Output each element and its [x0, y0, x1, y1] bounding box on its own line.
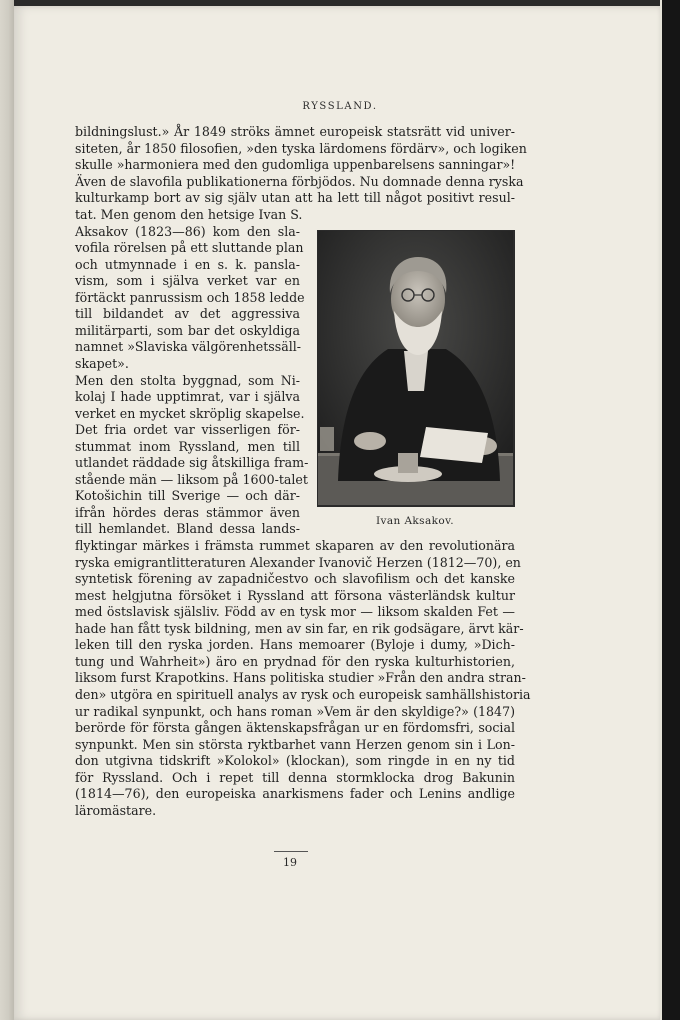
- text-line: Aksakov (1823—86) kom den sla-: [75, 223, 300, 239]
- text-line: hade han fått tysk bildning, men av sin far, en rik godsägare, ärvt kär-: [75, 620, 524, 636]
- text-line: berörde för första gången äktenskapsfrågan ur en fördomsfri, social: [75, 720, 515, 736]
- text-line: och utmynnade i en s. k. pansla-: [75, 256, 300, 272]
- text-line: den» utgöra en spirituell analys av rysk och europeisk samhällshistoria: [75, 686, 531, 702]
- text-line: Kotošichin till Sverige — och där-: [75, 488, 300, 504]
- text-line: liksom furst Krapotkins. Hans politiska studier »Från den andra stran-: [75, 670, 526, 686]
- text-line: kulturkamp bort av sig själv utan att ha lett till något positivt resul-: [75, 190, 515, 206]
- text-line: skapet».: [75, 355, 129, 371]
- page-number: 19: [283, 856, 297, 869]
- text-line: namnet »Slaviska välgörenhetssäll-: [75, 339, 302, 355]
- portrait-illustration: [318, 231, 513, 505]
- text-line: Även de slavofila publikationerna förbjödos. Nu domnade denna ryska: [75, 173, 524, 189]
- text-line: stående män — liksom på 1600-talet: [75, 471, 308, 487]
- text-line: tung und Wahrheit») äro en prydnad för den ryska kulturhistorien,: [75, 653, 515, 669]
- text-line: bildningslust.» År 1849 ströks ämnet europeisk statsrätt vid univer-: [75, 124, 515, 139]
- text-line: (1814—76), den europeiska anarkismens fader och Lenins andlige: [75, 786, 515, 802]
- text-line: leken till den ryska jorden. Hans memoarer (Byloje i dumy, »Dich-: [75, 637, 515, 653]
- text-line: Det fria ordet var visserligen för-: [75, 422, 300, 438]
- text-line: vism, som i själva verket var en: [75, 273, 300, 289]
- text-line: till hemlandet. Bland dessa lands-: [75, 521, 300, 537]
- text-line: Men den stolta byggnad, som Ni-: [75, 372, 300, 388]
- text-line: stummat inom Ryssland, men till: [75, 438, 300, 454]
- text-line: utlandet räddade sig åtskilliga fram-: [75, 455, 309, 471]
- text-line: don utgivna tidskrift »Kolokol» (klockan), som ringde in en ny tid: [75, 753, 515, 769]
- text-line: med östslavisk själsliv. Född av en tysk mor — liksom skalden Fet —: [75, 604, 515, 620]
- running-head: RYSSLAND.: [302, 101, 378, 112]
- text-line: syntetisk förening av zapadničestvo och slavofilism och det kanske: [75, 571, 515, 587]
- text-line: ryska emigrantlitteraturen Alexander Ivanovič Herzen (1812—70), en: [75, 554, 521, 570]
- text-line: flyktingar märkes i främsta rummet skaparen av den revolutionära: [75, 538, 515, 553]
- text-line: tat. Men genom den hetsige Ivan S.: [75, 207, 303, 222]
- figure-caption: Ivan Aksakov.: [376, 515, 454, 527]
- page-number-rule: [274, 851, 308, 852]
- text-line: mest helgjutna försöket i Ryssland att försona västerländsk kultur: [75, 587, 515, 603]
- text-line: synpunkt. Men sin största ryktbarhet vann Herzen genom sin i Lon-: [75, 736, 515, 752]
- text-line: siteten, år 1850 filosofien, »den tyska lärdomens fördärv», och logiken: [75, 140, 527, 156]
- text-line: förtäckt panrussism och 1858 ledde: [75, 289, 305, 305]
- right-background: [662, 0, 680, 1020]
- text-line: skulle »harmoniera med den gudomliga uppenbarelsens sanningar»!: [75, 157, 516, 173]
- portrait-photo: [317, 230, 515, 507]
- text-line: ifrån hördes deras stämmor även: [75, 504, 300, 520]
- text-line: ur radikal synpunkt, och hans roman »Vem är den skyldige?» (1847): [75, 703, 515, 719]
- text-line: vofila rörelsen på ett sluttande plan: [75, 240, 304, 256]
- text-line: militärparti, som bar det oskyldiga: [75, 322, 300, 338]
- text-line: för Ryssland. Och i repet till denna stormklocka drog Bakunin: [75, 769, 515, 785]
- text-line: kolaj I hade upptimrat, var i själva: [75, 389, 300, 405]
- text-line: till bildandet av det aggressiva: [75, 306, 300, 322]
- text-line: verket en mycket skröplig skapelse.: [75, 405, 305, 421]
- text-line: läromästare.: [75, 802, 157, 818]
